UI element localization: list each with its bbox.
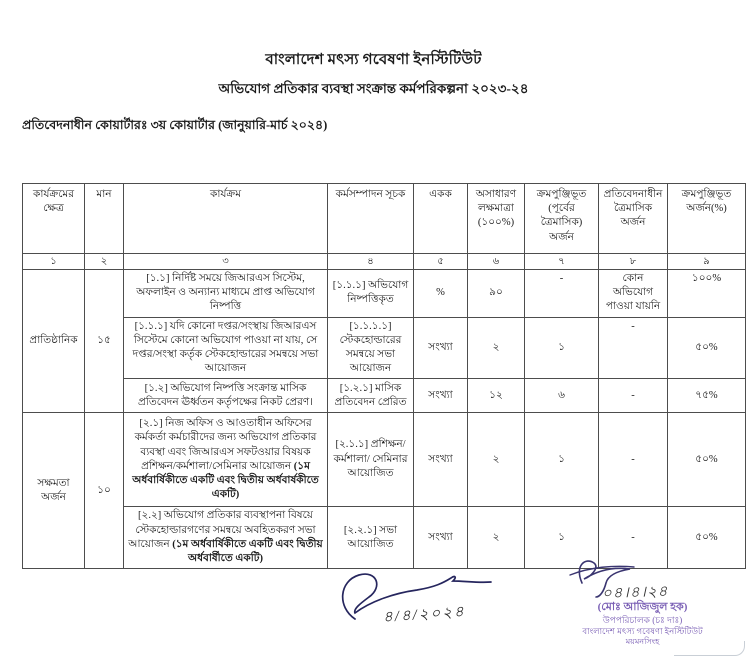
stamp-organization: বাংলাদেশ মৎস্য গবেষণা ইনস্টিটিউট bbox=[582, 626, 703, 636]
cell-cumulative: ৫০% bbox=[668, 413, 746, 507]
man-group-capacity: ১০ bbox=[85, 413, 124, 569]
col-num-3: ৩ bbox=[124, 254, 328, 270]
table-row bbox=[23, 317, 746, 379]
col-num-8: ৮ bbox=[599, 254, 668, 270]
cell-reporting: কোন অভিযোগ পাওয়া যায়নি bbox=[599, 270, 668, 318]
header-activity: কার্যক্রম bbox=[124, 184, 328, 254]
cell-indicator: [১.২.১] মাসিক প্রতিবেদন প্রেরিত bbox=[328, 379, 414, 413]
cell-reporting: - bbox=[599, 379, 668, 413]
cell-indicator: [২.২.১] সভা আয়োজিত bbox=[328, 507, 414, 569]
cell-reporting: - bbox=[599, 413, 668, 507]
table-row bbox=[23, 379, 746, 413]
header-cumulative: ক্রমপুঞ্জিভূত অর্জন(%) bbox=[668, 184, 746, 254]
header-unit: একক bbox=[414, 184, 468, 254]
col-num-4: ৪ bbox=[328, 254, 414, 270]
cell-target: ১২ bbox=[468, 379, 525, 413]
col-num-9: ৯ bbox=[668, 254, 746, 270]
cell-activity: [২.২] অভিযোগ প্রতিকার ব্যবস্থাপনা বিষয়ে স্টেকহোল্ডারগণের সমন্বয়ে অবহিতকরণ সভা আয়োজন (১ম অর্ধবার্ষিকীতে একটি এবং দ্বিতীয় অর্ধবার্ষীতে একটি) bbox=[124, 507, 328, 569]
cell-reporting: - bbox=[599, 507, 668, 569]
cell-prev: ১ bbox=[525, 413, 599, 507]
cell-activity: [২.১] নিজ অফিস ও আওতাধীন অফিসের কর্মকর্তা কর্মচারীদের জন্য অভিযোগ প্রতিকার ব্যবস্থা এবং জিআরএস সফটওয়ার বিষয়ক প্রশিক্ষন/কর্মশালা/সেমিনার আয়োজন (১ম অর্ধবার্ষিকীতে একটি এবং দ্বিতীয় অর্ধবার্ষকীতে একটি) bbox=[124, 413, 328, 507]
cell-unit: সংখ্যা bbox=[414, 317, 468, 379]
cell-indicator: [১.১.১] অভিযোগ নিষ্পত্তিকৃত bbox=[328, 270, 414, 318]
action-plan-table bbox=[22, 183, 746, 569]
col-num-5: ৫ bbox=[414, 254, 468, 270]
cell-prev: ১ bbox=[525, 507, 599, 569]
cell-target: ২ bbox=[468, 507, 525, 569]
column-number-row bbox=[23, 254, 746, 270]
header-target: অসাধারণ লক্ষমাত্রা (১০০%) bbox=[468, 184, 525, 254]
cell-activity: [১.১.১] যদি কোনো দপ্তর/সংস্থায় জিআরএস সিস্টেমে কোনো অভিযোগ পাওয়া না যায়, সে দপ্তর/সংস্থা কর্তৃক স্টেকহোল্ডারের সমন্বয়ে সভা আয়োজন bbox=[124, 317, 328, 379]
cell-cumulative: ৫০% bbox=[668, 317, 746, 379]
header-area: কার্যক্রমের ক্ষেত্র bbox=[23, 184, 85, 254]
header-prev: ক্রমপুঞ্জিভূত (পূর্বের ত্রৈমাসিক) অর্জন bbox=[525, 184, 599, 254]
col-num-7: ৭ bbox=[525, 254, 599, 270]
document-subtitle: অভিযোগ প্রতিকার ব্যবস্থা সংক্রান্ত কর্মপরিকল্পনা ২০২৩-২৪ bbox=[218, 81, 529, 96]
header-indicator: কর্মসম্পাদন সূচক bbox=[328, 184, 414, 254]
cell-unit: % bbox=[414, 270, 468, 318]
cell-cumulative: ৫০% bbox=[668, 507, 746, 569]
cell-cumulative: ১০০% bbox=[668, 270, 746, 318]
cell-prev: - bbox=[525, 270, 599, 318]
cell-unit: সংখ্যা bbox=[414, 379, 468, 413]
reporting-quarter-line: প্রতিবেদনাধীন কোয়ার্টারঃ ৩য় কোয়ার্টার (জানুয়ারি-মার্চ ২০২৪) bbox=[22, 118, 328, 132]
document-title: বাংলাদেশ মৎস্য গবেষণা ইনস্টিটিউট bbox=[265, 52, 482, 68]
signature-left bbox=[325, 563, 525, 643]
stamp-location: ময়মনসিংহ bbox=[625, 636, 660, 646]
cell-activity: [১.২] অভিযোগ নিষ্পত্তি সংক্রান্ত মাসিক প্রতিবেদন ঊর্ধ্বতন কর্তৃপক্ষের নিকট প্রেরণ। bbox=[124, 379, 328, 413]
area-group-capacity: সক্ষমতা অর্জন bbox=[23, 413, 85, 569]
cell-unit: সংখ্যা bbox=[414, 413, 468, 507]
table-row bbox=[23, 413, 746, 507]
header-man: মান bbox=[85, 184, 124, 254]
cell-prev: ১ bbox=[525, 317, 599, 379]
header-reporting: প্রতিবেদনাধীন ত্রৈমাসিক অর্জন bbox=[599, 184, 668, 254]
area-group-institutional: প্রাতিষ্ঠানিক bbox=[23, 270, 85, 413]
cell-target: ৯০ bbox=[468, 270, 525, 318]
cell-prev: ৬ bbox=[525, 379, 599, 413]
official-stamp bbox=[540, 601, 745, 647]
stamp-name: (মোঃ আজিজুল হক) bbox=[597, 601, 688, 613]
cell-target: ২ bbox=[468, 317, 525, 379]
col-num-6: ৬ bbox=[468, 254, 525, 270]
man-group-institutional: ১৫ bbox=[85, 270, 124, 413]
scan-page-edge bbox=[674, 641, 745, 656]
signature-right-date: ০৪।৪।২৪ bbox=[601, 583, 669, 603]
table-row bbox=[23, 270, 746, 318]
col-num-1: ১ bbox=[23, 254, 85, 270]
cell-cumulative: ৭৫% bbox=[668, 379, 746, 413]
cell-unit: সংখ্যা bbox=[414, 507, 468, 569]
cell-indicator: [২.১.১] প্রশিক্ষন/কর্মশালা/ সেমিনার আয়োজিত bbox=[328, 413, 414, 507]
signature-right bbox=[540, 553, 745, 653]
col-num-2: ২ bbox=[85, 254, 124, 270]
header-row bbox=[23, 184, 746, 254]
signature-left-date: ৪/৪/২০২৪ bbox=[382, 604, 467, 626]
cell-reporting: - bbox=[599, 317, 668, 379]
cell-indicator: [১.১.১.১] স্টেকহোল্ডারের সমন্বয়ে সভা আয়োজন bbox=[328, 317, 414, 379]
stamp-designation: উপপরিচালক (চঃ দাঃ) bbox=[602, 614, 683, 625]
cell-target: ২ bbox=[468, 413, 525, 507]
cell-activity: [১.১] নির্দিষ্ট সময়ে জিআরএস সিস্টেম, অফলাইন ও অন্যান্য মাধ্যমে প্রাপ্ত অভিযোগ নিষ্পত্তি bbox=[124, 270, 328, 318]
